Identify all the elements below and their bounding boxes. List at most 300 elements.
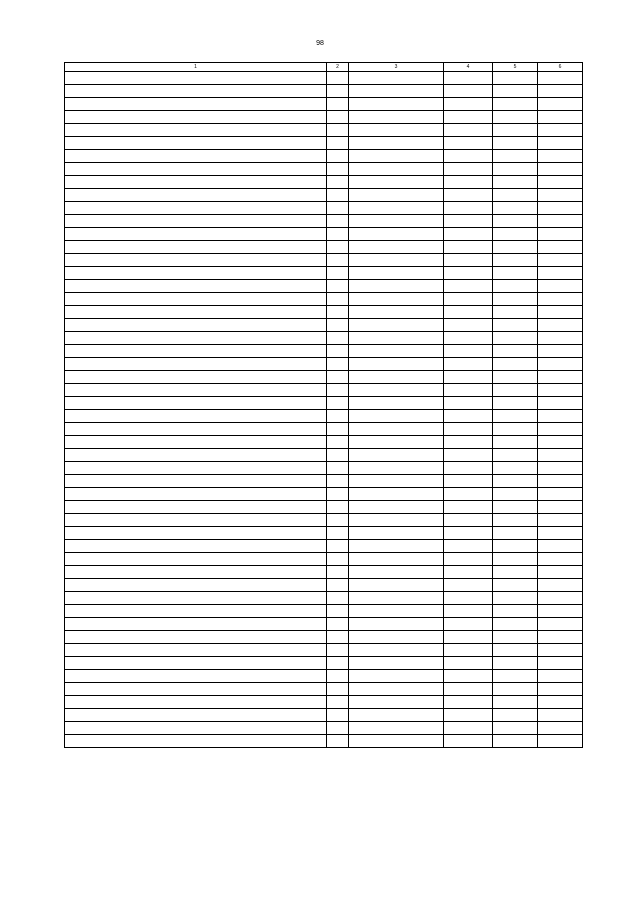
table-row (65, 735, 583, 748)
table-row (65, 228, 583, 241)
table-cell (65, 254, 327, 267)
table-cell (65, 410, 327, 423)
table-cell (493, 137, 538, 150)
table-cell (444, 228, 493, 241)
table-cell (327, 163, 349, 176)
table-cell (327, 150, 349, 163)
table-cell (327, 501, 349, 514)
table-cell (444, 644, 493, 657)
table-cell (538, 462, 583, 475)
table-row (65, 410, 583, 423)
table-cell (444, 202, 493, 215)
table-cell (493, 540, 538, 553)
table-cell (538, 566, 583, 579)
table-cell (538, 683, 583, 696)
table-cell (538, 657, 583, 670)
budget-table (64, 62, 583, 748)
table-cell (444, 436, 493, 449)
table-cell (538, 384, 583, 397)
table-cell (65, 657, 327, 670)
table-row (65, 436, 583, 449)
table-cell (349, 215, 444, 228)
table-cell (65, 501, 327, 514)
table-cell (327, 397, 349, 410)
table-cell (349, 228, 444, 241)
table-cell (444, 566, 493, 579)
table-cell (65, 293, 327, 306)
table-cell (349, 189, 444, 202)
table-cell (538, 163, 583, 176)
table-cell (444, 111, 493, 124)
table-cell (538, 189, 583, 202)
table-row (65, 605, 583, 618)
table-row (65, 137, 583, 150)
table-cell (538, 254, 583, 267)
table-cell (493, 592, 538, 605)
table-cell (327, 215, 349, 228)
table-cell (538, 306, 583, 319)
table-row (65, 319, 583, 332)
table-row (65, 514, 583, 527)
table-cell (538, 111, 583, 124)
table-cell (65, 228, 327, 241)
table-cell (444, 696, 493, 709)
table-cell (538, 475, 583, 488)
table-row (65, 644, 583, 657)
table-cell (444, 579, 493, 592)
table-cell (444, 215, 493, 228)
table-cell (444, 319, 493, 332)
table-cell (493, 85, 538, 98)
header-cell: 4 (444, 63, 493, 72)
table-cell (538, 605, 583, 618)
table-cell (65, 358, 327, 371)
table-cell (538, 735, 583, 748)
table-cell (327, 423, 349, 436)
table-row (65, 462, 583, 475)
table-row (65, 579, 583, 592)
table-cell (349, 527, 444, 540)
table-row (65, 293, 583, 306)
table-cell (493, 696, 538, 709)
table-cell (327, 436, 349, 449)
table-cell (327, 475, 349, 488)
table-cell (444, 657, 493, 670)
table-row (65, 98, 583, 111)
table-cell (65, 215, 327, 228)
table-cell (349, 124, 444, 137)
table-cell (65, 98, 327, 111)
table-cell (538, 358, 583, 371)
table-cell (327, 553, 349, 566)
table-cell (493, 345, 538, 358)
table-cell (493, 306, 538, 319)
table-cell (444, 527, 493, 540)
table-cell (444, 670, 493, 683)
table-row (65, 540, 583, 553)
table-cell (538, 241, 583, 254)
table-cell (327, 72, 349, 85)
table-cell (327, 358, 349, 371)
table-cell (493, 553, 538, 566)
table-cell (493, 72, 538, 85)
table-cell (349, 670, 444, 683)
table-row (65, 722, 583, 735)
table-cell (65, 163, 327, 176)
table-cell (538, 644, 583, 657)
table-cell (65, 579, 327, 592)
table-cell (65, 488, 327, 501)
table-cell (444, 410, 493, 423)
table-cell (444, 722, 493, 735)
table-cell (538, 579, 583, 592)
table-cell (538, 618, 583, 631)
table-cell (327, 306, 349, 319)
table-row (65, 267, 583, 280)
table-cell (65, 137, 327, 150)
table-cell (538, 215, 583, 228)
table-cell (538, 501, 583, 514)
table-cell (65, 449, 327, 462)
table-cell (327, 345, 349, 358)
table-cell (349, 241, 444, 254)
table-cell (493, 241, 538, 254)
table-row (65, 176, 583, 189)
table-cell (65, 267, 327, 280)
table-cell (538, 670, 583, 683)
table-cell (349, 254, 444, 267)
table-cell (444, 163, 493, 176)
table-cell (349, 384, 444, 397)
table-cell (65, 436, 327, 449)
header-cell: 3 (349, 63, 444, 72)
table-cell (538, 124, 583, 137)
table-cell (327, 111, 349, 124)
table-cell (444, 735, 493, 748)
table-cell (538, 540, 583, 553)
table-cell (349, 397, 444, 410)
table-row (65, 488, 583, 501)
table-cell (65, 670, 327, 683)
table-cell (349, 540, 444, 553)
table-cell (327, 202, 349, 215)
table-cell (493, 293, 538, 306)
table-cell (538, 410, 583, 423)
table-cell (444, 618, 493, 631)
table-cell (538, 527, 583, 540)
table-cell (444, 553, 493, 566)
table-cell (65, 696, 327, 709)
table-cell (349, 579, 444, 592)
table-cell (493, 657, 538, 670)
table-cell (538, 397, 583, 410)
table-row (65, 566, 583, 579)
table-cell (493, 527, 538, 540)
table-cell (327, 657, 349, 670)
table-cell (349, 306, 444, 319)
table-row (65, 72, 583, 85)
table-cell (349, 709, 444, 722)
table-cell (538, 85, 583, 98)
table-row (65, 397, 583, 410)
table-cell (65, 631, 327, 644)
table-cell (65, 553, 327, 566)
table-cell (493, 605, 538, 618)
table-cell (349, 72, 444, 85)
table-cell (327, 579, 349, 592)
table-cell (444, 98, 493, 111)
table-cell (444, 709, 493, 722)
table-cell (444, 397, 493, 410)
table-cell (538, 709, 583, 722)
table-cell (349, 85, 444, 98)
table-cell (444, 683, 493, 696)
table-row (65, 189, 583, 202)
table-cell (327, 137, 349, 150)
table-cell (538, 345, 583, 358)
table-cell (538, 228, 583, 241)
table-cell (349, 449, 444, 462)
table-row (65, 111, 583, 124)
table-cell (349, 514, 444, 527)
table-cell (444, 631, 493, 644)
table-cell (444, 475, 493, 488)
table-cell (538, 553, 583, 566)
table-cell (65, 306, 327, 319)
table-cell (493, 410, 538, 423)
table-cell (349, 423, 444, 436)
table-cell (349, 345, 444, 358)
page-number: 98 (316, 40, 324, 47)
table-cell (327, 371, 349, 384)
table-row (65, 254, 583, 267)
table-cell (538, 293, 583, 306)
table-cell (349, 475, 444, 488)
table-cell (493, 124, 538, 137)
table-cell (327, 540, 349, 553)
table-cell (444, 345, 493, 358)
table-cell (65, 527, 327, 540)
table-cell (538, 722, 583, 735)
table-cell (327, 618, 349, 631)
table-cell (444, 150, 493, 163)
table-cell (444, 592, 493, 605)
table-row (65, 150, 583, 163)
table-row (65, 306, 583, 319)
table-row (65, 332, 583, 345)
table-cell (65, 176, 327, 189)
table-cell (327, 124, 349, 137)
table-cell (65, 618, 327, 631)
table-cell (65, 189, 327, 202)
table-cell (65, 475, 327, 488)
table-cell (493, 215, 538, 228)
table-cell (349, 462, 444, 475)
table-cell (493, 371, 538, 384)
table-cell (493, 202, 538, 215)
table-cell (327, 449, 349, 462)
table-cell (538, 267, 583, 280)
table-row (65, 280, 583, 293)
table-row (65, 124, 583, 137)
table-row (65, 696, 583, 709)
table-cell (349, 618, 444, 631)
table-cell (349, 332, 444, 345)
table-cell (493, 358, 538, 371)
table-cell (493, 111, 538, 124)
table-cell (327, 670, 349, 683)
table-cell (493, 618, 538, 631)
table-row (65, 475, 583, 488)
header-cell: 6 (538, 63, 583, 72)
table-row (65, 670, 583, 683)
table-cell (538, 592, 583, 605)
table-cell (65, 241, 327, 254)
table-row (65, 618, 583, 631)
table-cell (327, 514, 349, 527)
table-cell (349, 280, 444, 293)
table-cell (444, 189, 493, 202)
table-cell (493, 644, 538, 657)
table-cell (444, 462, 493, 475)
table-cell (327, 384, 349, 397)
table-row (65, 215, 583, 228)
table-cell (444, 358, 493, 371)
table-cell (493, 501, 538, 514)
table-row (65, 358, 583, 371)
table-cell (349, 683, 444, 696)
table-cell (349, 592, 444, 605)
table-cell (349, 410, 444, 423)
table-cell (65, 683, 327, 696)
table-cell (538, 150, 583, 163)
table-cell (327, 267, 349, 280)
table-cell (493, 189, 538, 202)
table-cell (65, 202, 327, 215)
table-cell (349, 293, 444, 306)
table-cell (493, 475, 538, 488)
table-cell (327, 696, 349, 709)
table-cell (444, 306, 493, 319)
table-cell (538, 332, 583, 345)
header-cell: 1 (65, 63, 327, 72)
table-row (65, 202, 583, 215)
table-cell (349, 98, 444, 111)
table-row (65, 683, 583, 696)
table-cell (349, 722, 444, 735)
table-cell (327, 228, 349, 241)
table-row (65, 501, 583, 514)
table-row (65, 345, 583, 358)
table-cell (349, 267, 444, 280)
table-cell (65, 709, 327, 722)
table-cell (65, 150, 327, 163)
table-cell (444, 371, 493, 384)
table-cell (349, 150, 444, 163)
table-cell (327, 735, 349, 748)
table-cell (444, 72, 493, 85)
table-cell (444, 332, 493, 345)
table-cell (493, 449, 538, 462)
table-cell (493, 332, 538, 345)
table-row (65, 449, 583, 462)
table-cell (349, 566, 444, 579)
table-cell (538, 436, 583, 449)
table-cell (538, 137, 583, 150)
table-cell (493, 163, 538, 176)
table-cell (493, 514, 538, 527)
table-cell (327, 332, 349, 345)
table-cell (444, 384, 493, 397)
table-cell (493, 319, 538, 332)
table-cell (349, 371, 444, 384)
table-cell (538, 631, 583, 644)
table-cell (493, 150, 538, 163)
table-cell (493, 98, 538, 111)
table-cell (65, 384, 327, 397)
table-cell (493, 254, 538, 267)
table-row (65, 384, 583, 397)
table-cell (65, 345, 327, 358)
header-cell: 2 (327, 63, 349, 72)
table-cell (327, 410, 349, 423)
table-row (65, 553, 583, 566)
table-cell (538, 202, 583, 215)
table-cell (349, 319, 444, 332)
table-cell (444, 423, 493, 436)
table-cell (327, 293, 349, 306)
table-row (65, 371, 583, 384)
table-cell (493, 631, 538, 644)
table-cell (65, 332, 327, 345)
table-cell (349, 605, 444, 618)
table-cell (349, 735, 444, 748)
table-cell (444, 488, 493, 501)
table-cell (65, 514, 327, 527)
table-cell (327, 488, 349, 501)
table-cell (327, 280, 349, 293)
table-cell (327, 98, 349, 111)
table-cell (65, 85, 327, 98)
table-cell (444, 124, 493, 137)
table-cell (349, 657, 444, 670)
table-cell (538, 488, 583, 501)
table-cell (327, 189, 349, 202)
table-cell (327, 709, 349, 722)
table-cell (65, 397, 327, 410)
table-cell (444, 449, 493, 462)
table-cell (538, 371, 583, 384)
table-cell (444, 605, 493, 618)
table-cell (538, 319, 583, 332)
table-cell (493, 462, 538, 475)
table-cell (349, 176, 444, 189)
table-cell (65, 72, 327, 85)
table-cell (65, 605, 327, 618)
table-cell (327, 254, 349, 267)
table-cell (444, 514, 493, 527)
table-cell (538, 449, 583, 462)
table-cell (349, 358, 444, 371)
table-cell (327, 722, 349, 735)
table-cell (349, 137, 444, 150)
table-cell (327, 241, 349, 254)
table-cell (444, 267, 493, 280)
table-row (65, 241, 583, 254)
table-cell (65, 566, 327, 579)
table-cell (65, 371, 327, 384)
table-cell (538, 176, 583, 189)
